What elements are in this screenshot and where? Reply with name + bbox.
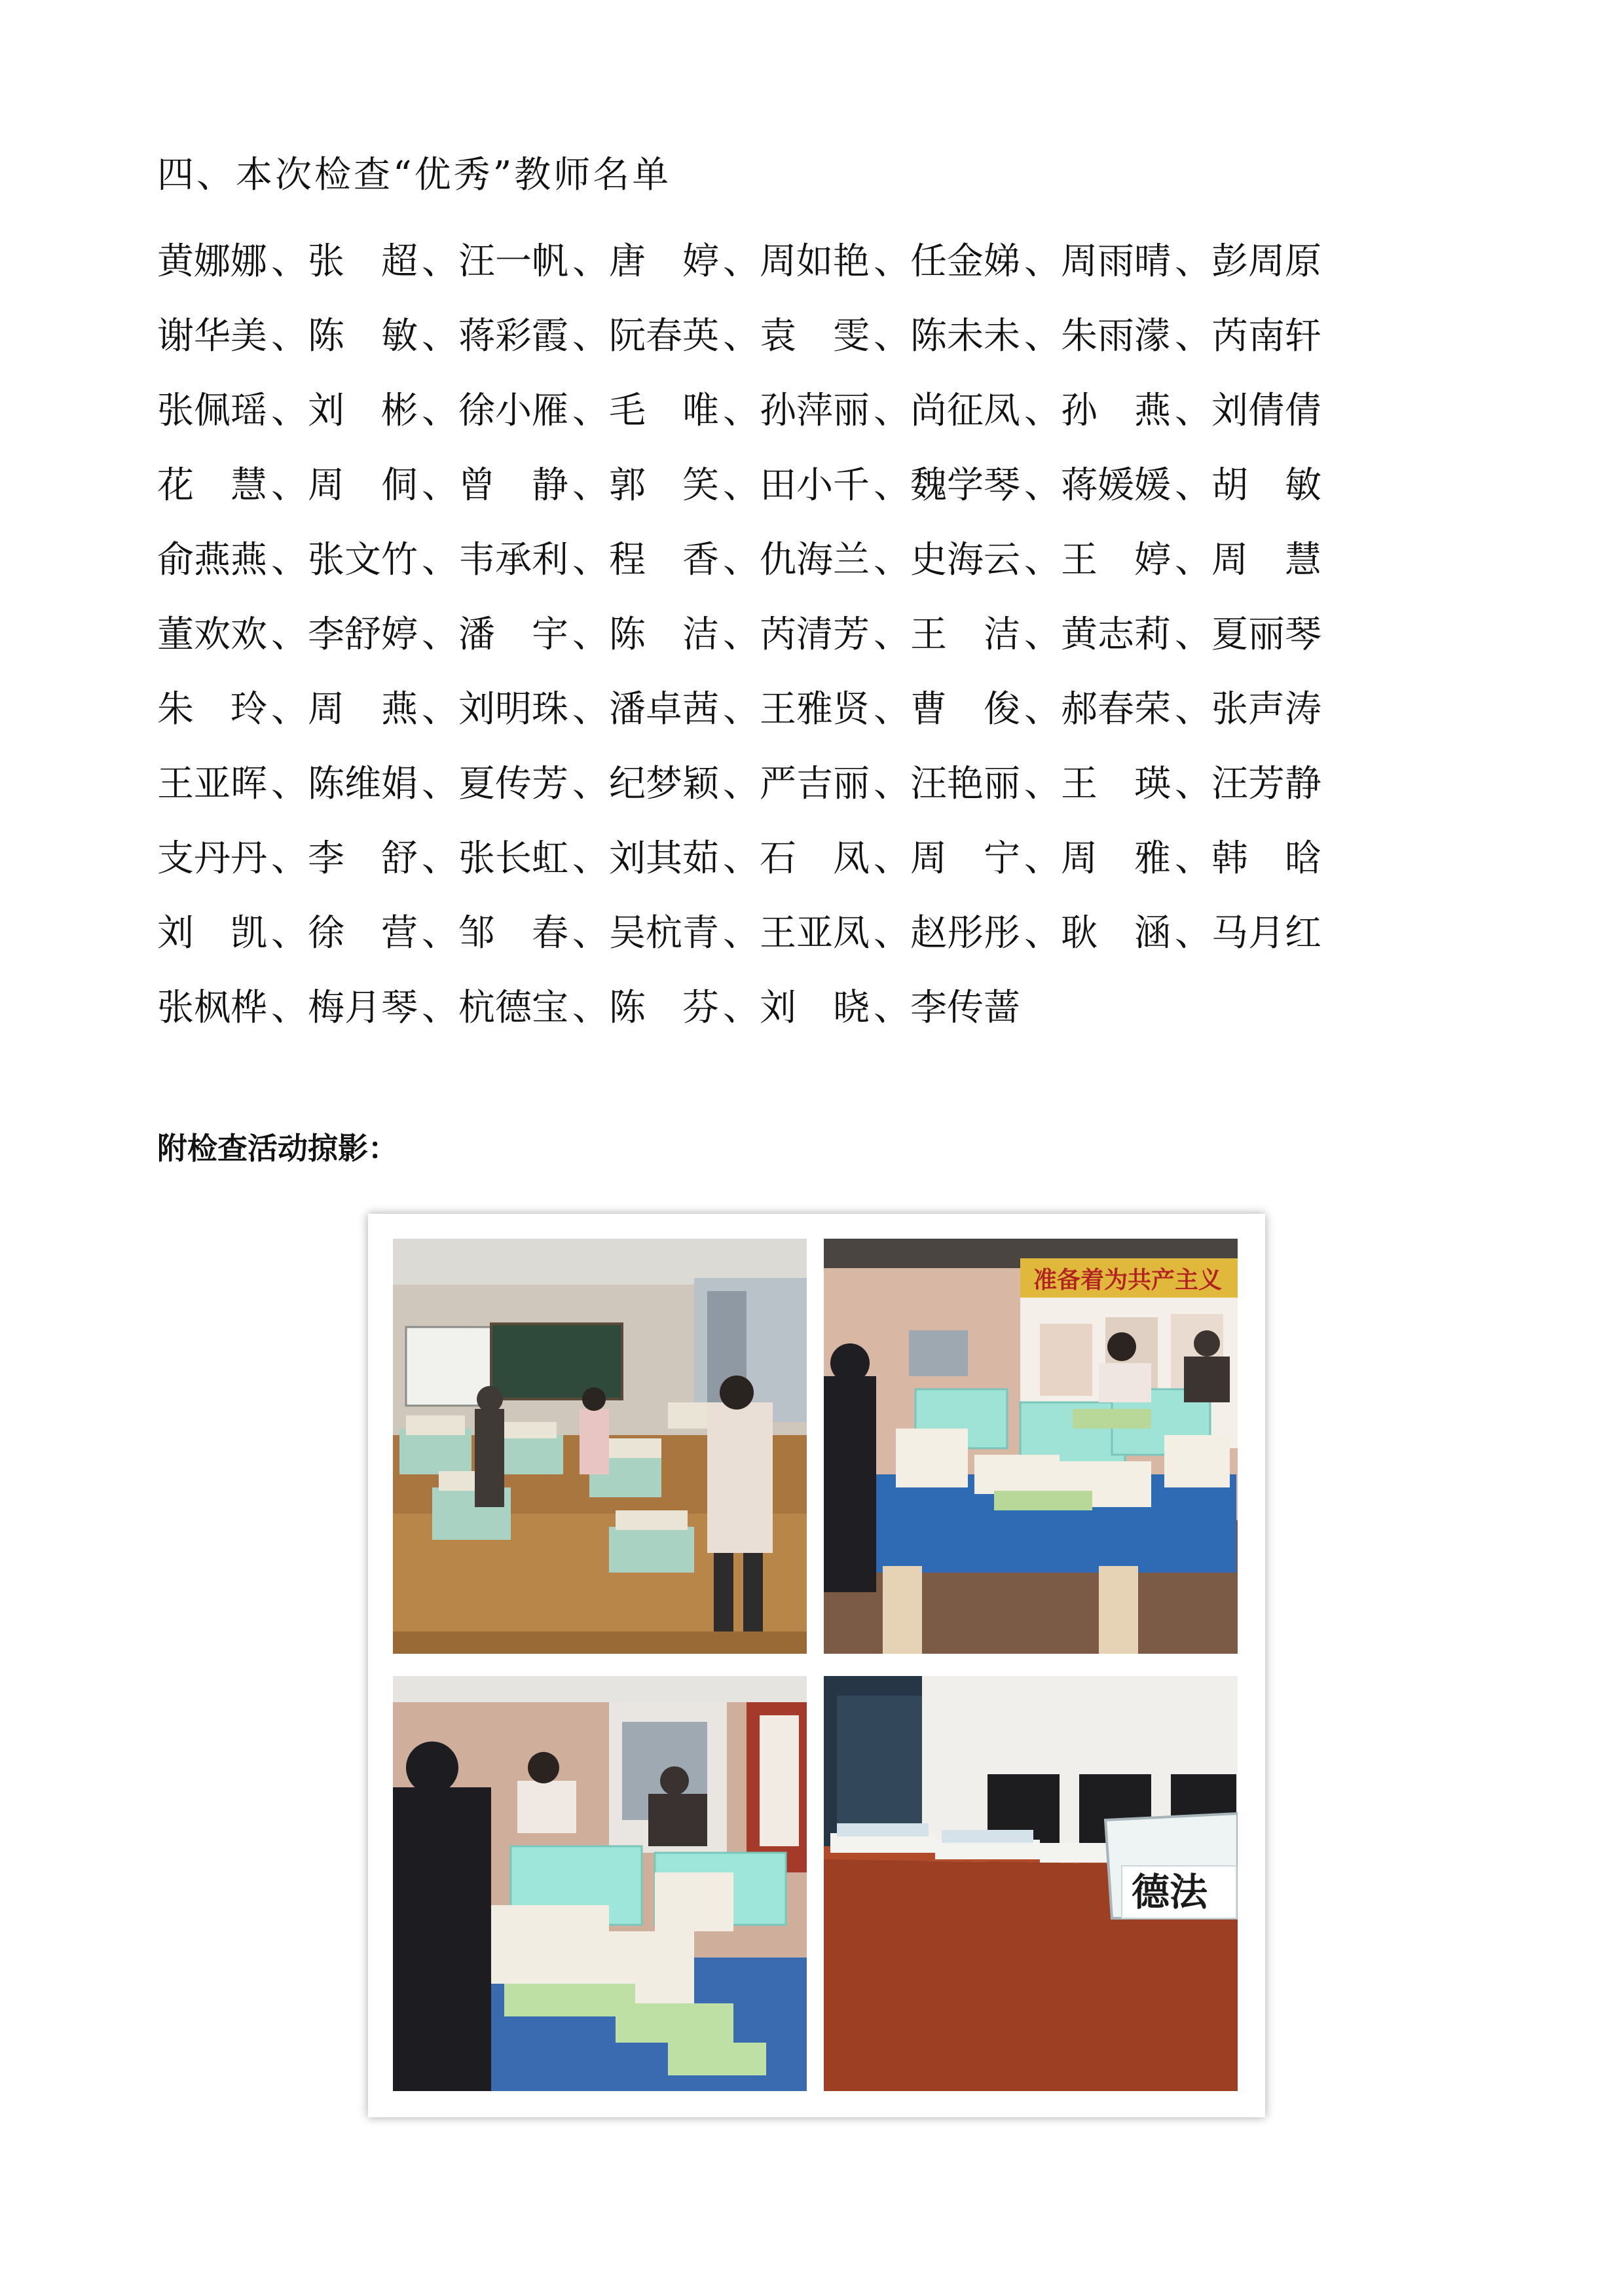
- name-separator: 、: [874, 240, 910, 283]
- teacher-name-item: [609, 829, 760, 882]
- teacher-name-item: [308, 904, 458, 957]
- teacher-name-item: [760, 680, 910, 733]
- teacher-name: 蒋彩霞: [458, 315, 568, 357]
- photo-caption: 附检查活动掠影：: [157, 1131, 398, 1166]
- teacher-name-item: [910, 606, 1061, 658]
- teacher-name: 黄志莉: [1061, 613, 1171, 656]
- teacher-name: 谢华美: [157, 315, 267, 357]
- teacher-name-item: [609, 456, 760, 509]
- teacher-name: 唐 婷: [609, 240, 719, 283]
- teacher-name: 梅月琴: [308, 987, 418, 1029]
- name-separator: 、: [1024, 240, 1061, 283]
- name-separator: 、: [271, 315, 308, 357]
- teacher-name: 夏传芳: [458, 763, 568, 805]
- teacher-name: 胡 敏: [1211, 464, 1321, 507]
- teacher-name: 徐小雁: [458, 390, 568, 432]
- name-separator: 、: [874, 912, 910, 955]
- name-separator: 、: [572, 390, 609, 432]
- teacher-name-item: [308, 680, 458, 733]
- teacher-name: 陈 敏: [308, 315, 418, 357]
- teacher-name-item: [458, 382, 609, 434]
- name-separator: 、: [1024, 763, 1061, 805]
- teacher-name: 张枫桦: [157, 987, 267, 1029]
- photo-collage: [368, 1214, 1265, 2117]
- teacher-name-item: [910, 232, 1061, 285]
- teacher-name-item: [458, 531, 609, 583]
- teacher-name: 王 瑛: [1061, 763, 1171, 805]
- teacher-name-item: [1061, 755, 1211, 807]
- teacher-name-item: [458, 979, 609, 1031]
- teacher-name-line: [157, 968, 1362, 1042]
- name-separator: 、: [1175, 240, 1211, 283]
- teacher-name-item: [760, 307, 910, 359]
- photo-labelled-box: [824, 1676, 1238, 2091]
- teacher-name: 刘 凯: [157, 912, 267, 955]
- teacher-name: 郭 笑: [609, 464, 719, 507]
- teacher-name-line: [157, 594, 1362, 669]
- teacher-name: 黄娜娜: [157, 240, 267, 283]
- name-separator: 、: [723, 464, 760, 507]
- teacher-name: 韩 晗: [1211, 837, 1321, 880]
- teacher-name-item: [308, 232, 458, 285]
- name-separator: 、: [874, 390, 910, 432]
- teacher-name: 郝春荣: [1061, 688, 1171, 731]
- teacher-name: 花 慧: [157, 464, 267, 507]
- name-separator: 、: [422, 763, 458, 805]
- teacher-name: 夏丽琴: [1211, 613, 1321, 656]
- teacher-name-item: [308, 382, 458, 434]
- teacher-name: 汪一帆: [458, 240, 568, 283]
- teacher-name-line: [157, 296, 1362, 371]
- name-separator: 、: [422, 912, 458, 955]
- teacher-name: 刘倩倩: [1211, 390, 1321, 432]
- teacher-name-item: [458, 755, 609, 807]
- teacher-name: 周 侗: [308, 464, 418, 507]
- teacher-name: 潘 宇: [458, 613, 568, 656]
- teacher-name: 刘 晓: [760, 987, 870, 1029]
- name-separator: 、: [271, 688, 308, 731]
- name-separator: 、: [723, 987, 760, 1029]
- teacher-name-item: [157, 755, 308, 807]
- teacher-name: 周 宁: [910, 837, 1020, 880]
- name-separator: 、: [271, 390, 308, 432]
- teacher-name: 周 燕: [308, 688, 418, 731]
- teacher-name: 孙 燕: [1061, 390, 1171, 432]
- teacher-name-line: [157, 893, 1362, 968]
- teacher-name-item: [458, 307, 609, 359]
- name-separator: 、: [271, 912, 308, 955]
- teacher-name-item: [458, 829, 609, 882]
- teacher-name-item: [1061, 680, 1211, 733]
- name-separator: 、: [1175, 837, 1211, 880]
- teacher-name-item: [609, 382, 760, 434]
- photo-table-inspection: [824, 1239, 1238, 1654]
- name-separator: 、: [723, 688, 760, 731]
- teacher-name: 毛 唯: [609, 390, 719, 432]
- teacher-name: 李舒婷: [308, 613, 418, 656]
- teacher-name: 潘卓茜: [609, 688, 719, 731]
- teacher-name-item: [308, 829, 458, 882]
- teacher-name: 赵彤彤: [910, 912, 1020, 955]
- teacher-name-item: [910, 829, 1061, 882]
- teacher-name: 田小千: [760, 464, 870, 507]
- teacher-name-line: [157, 744, 1362, 818]
- box-label: 德法: [1132, 1870, 1208, 1914]
- name-separator: 、: [874, 613, 910, 656]
- teacher-name-item: [157, 307, 308, 359]
- teacher-name: 周雨晴: [1061, 240, 1171, 283]
- name-separator: 、: [1024, 390, 1061, 432]
- name-separator: 、: [1024, 539, 1061, 581]
- name-separator: 、: [271, 240, 308, 283]
- teacher-name-item: [458, 606, 609, 658]
- teacher-name-item: [609, 232, 760, 285]
- teacher-name: 张长虹: [458, 837, 568, 880]
- teacher-name: 陈 洁: [609, 613, 719, 656]
- teacher-name: 史海云: [910, 539, 1020, 581]
- name-separator: 、: [422, 613, 458, 656]
- teacher-name: 刘明珠: [458, 688, 568, 731]
- teacher-name-item: [157, 382, 308, 434]
- teacher-name: 张佩瑶: [157, 390, 267, 432]
- name-separator: 、: [271, 613, 308, 656]
- teacher-name-item: [157, 979, 308, 1031]
- teacher-name-item: [157, 232, 308, 285]
- teacher-name-item: [910, 382, 1061, 434]
- teacher-name-item: [1061, 382, 1211, 434]
- teacher-name: 袁 雯: [760, 315, 870, 357]
- teacher-name-item: [760, 829, 910, 882]
- teacher-name-item: [157, 531, 308, 583]
- teacher-name-item: [1061, 531, 1211, 583]
- name-separator: 、: [572, 688, 609, 731]
- name-separator: 、: [874, 464, 910, 507]
- name-separator: 、: [422, 315, 458, 357]
- name-separator: 、: [1175, 688, 1211, 731]
- teacher-name-item: [1211, 904, 1362, 957]
- name-separator: 、: [1175, 763, 1211, 805]
- name-separator: 、: [723, 613, 760, 656]
- teacher-name-item: [1211, 531, 1362, 583]
- teacher-name-item: [1061, 606, 1211, 658]
- teacher-name-item: [609, 680, 760, 733]
- teacher-name: 朱 玲: [157, 688, 267, 731]
- name-separator: 、: [422, 837, 458, 880]
- name-separator: 、: [572, 539, 609, 581]
- name-separator: 、: [874, 987, 910, 1029]
- teacher-name: 李传蔷: [910, 987, 1020, 1029]
- teacher-name-item: [1211, 456, 1362, 509]
- name-separator: 、: [271, 539, 308, 581]
- name-separator: 、: [422, 390, 458, 432]
- teacher-name-item: [760, 232, 910, 285]
- name-separator: 、: [422, 987, 458, 1029]
- name-separator: 、: [723, 390, 760, 432]
- teacher-name: 韦承利: [458, 539, 568, 581]
- teacher-name: 芮清芳: [760, 613, 870, 656]
- teacher-name-item: [157, 680, 308, 733]
- teacher-name: 徐 营: [308, 912, 418, 955]
- teacher-name-item: [760, 606, 910, 658]
- name-separator: 、: [271, 464, 308, 507]
- name-separator: 、: [422, 688, 458, 731]
- teacher-name-item: [157, 904, 308, 957]
- teacher-name: 杭德宝: [458, 987, 568, 1029]
- name-separator: 、: [1175, 912, 1211, 955]
- teacher-name: 曾 静: [458, 464, 568, 507]
- teacher-name-item: [1211, 232, 1362, 285]
- teacher-name-item: [609, 904, 760, 957]
- name-separator: 、: [1024, 315, 1061, 357]
- name-separator: 、: [723, 763, 760, 805]
- teacher-name-item: [910, 680, 1061, 733]
- teacher-name-item: [609, 307, 760, 359]
- name-separator: 、: [271, 763, 308, 805]
- name-separator: 、: [422, 464, 458, 507]
- teacher-name: 任金娣: [910, 240, 1020, 283]
- teacher-name: 王雅贤: [760, 688, 870, 731]
- teacher-name-item: [308, 307, 458, 359]
- teacher-name-item: [157, 456, 308, 509]
- teacher-name-item: [308, 755, 458, 807]
- name-separator: 、: [572, 613, 609, 656]
- teacher-name: 汪艳丽: [910, 763, 1020, 805]
- teacher-name: 王亚晖: [157, 763, 267, 805]
- photo-book-boxes: [393, 1676, 807, 2091]
- teacher-name: 阮春英: [609, 315, 719, 357]
- teacher-name-item: [609, 979, 760, 1031]
- name-separator: 、: [422, 539, 458, 581]
- teacher-name-item: [1061, 307, 1211, 359]
- teacher-name: 李 舒: [308, 837, 418, 880]
- name-separator: 、: [723, 539, 760, 581]
- teacher-name: 刘其茹: [609, 837, 719, 880]
- teacher-name: 陈 芬: [609, 987, 719, 1029]
- teacher-name: 严吉丽: [760, 763, 870, 805]
- teacher-name: 吴杭青: [609, 912, 719, 955]
- teacher-name-line: [157, 221, 1362, 296]
- name-separator: 、: [874, 539, 910, 581]
- teacher-name: 王 婷: [1061, 539, 1171, 581]
- teacher-name: 张文竹: [308, 539, 418, 581]
- teacher-name: 董欢欢: [157, 613, 267, 656]
- teacher-name: 支丹丹: [157, 837, 267, 880]
- teacher-name-item: [910, 531, 1061, 583]
- teacher-name: 陈未未: [910, 315, 1020, 357]
- name-separator: 、: [874, 763, 910, 805]
- teacher-name-item: [1061, 904, 1211, 957]
- teacher-name: 尚征凤: [910, 390, 1020, 432]
- teacher-name: 张 超: [308, 240, 418, 283]
- teacher-name: 孙萍丽: [760, 390, 870, 432]
- teacher-name: 周如艳: [760, 240, 870, 283]
- teacher-name: 王亚凤: [760, 912, 870, 955]
- name-separator: 、: [572, 912, 609, 955]
- teacher-name-item: [1211, 755, 1362, 807]
- teacher-name-item: [308, 979, 458, 1031]
- name-separator: 、: [1175, 390, 1211, 432]
- teacher-name-item: [609, 755, 760, 807]
- name-separator: 、: [1024, 688, 1061, 731]
- name-separator: 、: [422, 240, 458, 283]
- teacher-name-item: [910, 307, 1061, 359]
- name-separator: 、: [572, 240, 609, 283]
- teacher-name-item: [760, 382, 910, 434]
- teacher-name-line: [157, 520, 1362, 594]
- teacher-name-item: [1211, 382, 1362, 434]
- teacher-name: 耿 涵: [1061, 912, 1171, 955]
- teacher-name: 马月红: [1211, 912, 1321, 955]
- teacher-name-item: [1211, 829, 1362, 882]
- teacher-name-line: [157, 445, 1362, 520]
- teacher-name: 芮南轩: [1211, 315, 1321, 357]
- teacher-name-item: [760, 456, 910, 509]
- teacher-name-item: [458, 680, 609, 733]
- teacher-name-item: [910, 755, 1061, 807]
- name-separator: 、: [723, 240, 760, 283]
- name-separator: 、: [1175, 539, 1211, 581]
- name-separator: 、: [572, 464, 609, 507]
- teacher-name-item: [1211, 680, 1362, 733]
- name-separator: 、: [572, 987, 609, 1029]
- teacher-name: 王 洁: [910, 613, 1020, 656]
- teacher-name-line: [157, 818, 1362, 893]
- teacher-name-item: [1061, 456, 1211, 509]
- name-separator: 、: [572, 837, 609, 880]
- teacher-name-item: [157, 829, 308, 882]
- teacher-name-item: [609, 531, 760, 583]
- teacher-name: 纪梦颖: [609, 763, 719, 805]
- teacher-name-item: [760, 531, 910, 583]
- teacher-name: 朱雨濛: [1061, 315, 1171, 357]
- name-separator: 、: [271, 837, 308, 880]
- teacher-name-list: [157, 221, 1362, 1042]
- name-separator: 、: [1175, 613, 1211, 656]
- teacher-name-item: [910, 979, 1061, 1031]
- teacher-name-line: [157, 669, 1362, 744]
- name-separator: 、: [723, 837, 760, 880]
- name-separator: 、: [1024, 837, 1061, 880]
- teacher-name: 周 慧: [1211, 539, 1321, 581]
- name-separator: 、: [1175, 315, 1211, 357]
- name-separator: 、: [1024, 912, 1061, 955]
- teacher-name-item: [760, 979, 910, 1031]
- teacher-name-item: [760, 755, 910, 807]
- teacher-name-item: [458, 456, 609, 509]
- teacher-name: 刘 彬: [308, 390, 418, 432]
- teacher-name-item: [910, 904, 1061, 957]
- name-separator: 、: [271, 987, 308, 1029]
- name-separator: 、: [723, 912, 760, 955]
- teacher-name: 邹 春: [458, 912, 568, 955]
- banner-text: 准备着为共产主义: [1033, 1267, 1223, 1294]
- teacher-name: 张声涛: [1211, 688, 1321, 731]
- teacher-name-item: [1211, 606, 1362, 658]
- teacher-name-item: [760, 904, 910, 957]
- name-separator: 、: [874, 688, 910, 731]
- teacher-name: 周 雅: [1061, 837, 1171, 880]
- teacher-name-item: [308, 456, 458, 509]
- teacher-name-item: [910, 456, 1061, 509]
- teacher-name: 彭周原: [1211, 240, 1321, 283]
- teacher-name: 仇海兰: [760, 539, 870, 581]
- teacher-name: 陈维娟: [308, 763, 418, 805]
- teacher-name: 汪芳静: [1211, 763, 1321, 805]
- name-separator: 、: [1175, 464, 1211, 507]
- teacher-name-item: [1061, 829, 1211, 882]
- name-separator: 、: [874, 315, 910, 357]
- teacher-name: 曹 俊: [910, 688, 1020, 731]
- teacher-name-line: [157, 371, 1362, 445]
- name-separator: 、: [1024, 613, 1061, 656]
- name-separator: 、: [874, 837, 910, 880]
- name-separator: 、: [572, 315, 609, 357]
- teacher-name-item: [308, 531, 458, 583]
- teacher-name-item: [458, 232, 609, 285]
- teacher-name: 蒋媛媛: [1061, 464, 1171, 507]
- teacher-name-item: [308, 606, 458, 658]
- teacher-name: 石 凤: [760, 837, 870, 880]
- teacher-name: 俞燕燕: [157, 539, 267, 581]
- teacher-name-item: [1211, 307, 1362, 359]
- teacher-name-item: [609, 606, 760, 658]
- name-separator: 、: [723, 315, 760, 357]
- photo-classroom-inspection: [393, 1239, 807, 1654]
- teacher-name: 魏学琴: [910, 464, 1020, 507]
- teacher-name-item: [458, 904, 609, 957]
- name-separator: 、: [1024, 464, 1061, 507]
- name-separator: 、: [572, 763, 609, 805]
- teacher-name-item: [1061, 232, 1211, 285]
- teacher-name-item: [157, 606, 308, 658]
- section-heading: 四、本次检查“优秀”教师名单: [157, 154, 672, 196]
- teacher-name: 程 香: [609, 539, 719, 581]
